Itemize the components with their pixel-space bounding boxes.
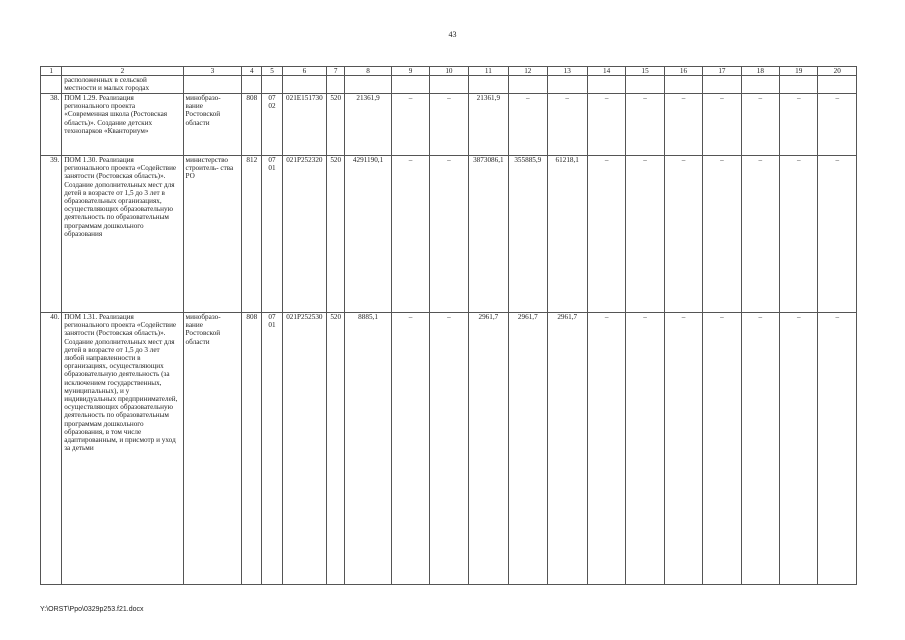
year-amount: – — [780, 94, 818, 156]
continuation-text: расположенных в сельской местности и малых городах — [62, 76, 183, 94]
header-cell: 10 — [430, 67, 468, 76]
table-cell — [741, 76, 779, 94]
header-cell: 7 — [327, 67, 345, 76]
year-amount: – — [780, 313, 818, 585]
executor: министерство строитель- ства РО — [183, 156, 242, 313]
header-cell: 4 — [242, 67, 262, 76]
table-cell — [183, 76, 242, 94]
row-number: 40. — [41, 313, 62, 585]
header-cell: 9 — [391, 67, 429, 76]
year-amount: 61218,1 — [547, 156, 587, 313]
header-cell: 15 — [626, 67, 664, 76]
year-amount: – — [818, 313, 857, 585]
year-amount: 2961,7 — [509, 313, 547, 585]
table-cell — [664, 76, 702, 94]
header-cell: 16 — [664, 67, 702, 76]
table-cell — [703, 76, 741, 94]
table-cell — [242, 76, 262, 94]
year-amount: – — [587, 94, 625, 156]
continuation-row — [41, 76, 857, 94]
year-amount: 2961,7 — [547, 313, 587, 585]
table-row — [41, 94, 857, 156]
year-amount: – — [664, 156, 702, 313]
budget-table — [40, 66, 857, 585]
table-row — [41, 156, 857, 313]
year-amount: – — [664, 313, 702, 585]
header-cell: 11 — [468, 67, 508, 76]
year-amount: – — [430, 94, 468, 156]
header-row — [41, 67, 857, 76]
table-cell — [327, 76, 345, 94]
year-amount: – — [664, 94, 702, 156]
event-name: ПОМ 1.29. Реализация регионального проекта «Современная школа (Ростовская область)». Создание детских технопарков «Кванториум» — [62, 94, 183, 156]
header-cell: 8 — [345, 67, 392, 76]
vr-code: 520 — [327, 94, 345, 156]
total-amount: 8885,1 — [345, 313, 392, 585]
total-amount: 4291190,1 — [345, 156, 392, 313]
vr-code: 520 — [327, 313, 345, 585]
header-cell: 5 — [262, 67, 282, 76]
year-amount: – — [509, 94, 547, 156]
year-amount: – — [391, 94, 429, 156]
year-amount: – — [547, 94, 587, 156]
table-cell — [282, 76, 326, 94]
year-amount: – — [626, 94, 664, 156]
table-cell — [391, 76, 429, 94]
table-cell — [430, 76, 468, 94]
year-amount: – — [741, 94, 779, 156]
year-amount: – — [587, 156, 625, 313]
gr-code: 812 — [242, 156, 262, 313]
total-amount: 21361,9 — [345, 94, 392, 156]
year-amount: – — [391, 156, 429, 313]
year-amount: 21361,9 — [468, 94, 508, 156]
table-cell — [818, 76, 857, 94]
rz-pr-code: 07 02 — [262, 94, 282, 156]
table-cell — [587, 76, 625, 94]
event-name: ПОМ 1.31. Реализация регионального проекта «Содействие занятости (Ростовская область)». Создание дополнительных мест для детей в возрасте от 1,5 до 3 лет любой направленности в организациях, осуществляющих образовательную деятельность (за исключением государственных, муниципальных), и у индивидуальных предпринимателей, осуществляющих образовательную деятельность по образовательным программам дошкольного образования, в том числе адаптированным, и присмотр и уход за детьми — [62, 313, 183, 585]
header-cell: 17 — [703, 67, 741, 76]
page-number: 43 — [448, 30, 457, 39]
header-cell: 20 — [818, 67, 857, 76]
gr-code: 808 — [242, 94, 262, 156]
header-cell: 3 — [183, 67, 242, 76]
table-cell — [345, 76, 392, 94]
header-cell: 1 — [41, 67, 62, 76]
year-amount: – — [391, 313, 429, 585]
table-cell — [780, 76, 818, 94]
table-cell — [41, 76, 62, 94]
csr-code: 021Р252320 — [282, 156, 326, 313]
rz-pr-code: 07 01 — [262, 156, 282, 313]
year-amount: – — [818, 156, 857, 313]
row-number: 39. — [41, 156, 62, 313]
year-amount: – — [703, 94, 741, 156]
header-cell: 13 — [547, 67, 587, 76]
rz-pr-code: 07 01 — [262, 313, 282, 585]
year-amount: – — [741, 156, 779, 313]
executor: минобразо- вание Ростовской области — [183, 94, 242, 156]
year-amount: 355885,9 — [509, 156, 547, 313]
year-amount: – — [780, 156, 818, 313]
csr-code: 021Е151730 — [282, 94, 326, 156]
year-amount: – — [626, 313, 664, 585]
table-cell — [509, 76, 547, 94]
table-row — [41, 313, 857, 585]
executor: минобразо- вание Ростовской области — [183, 313, 242, 585]
event-name: ПОМ 1.30. Реализация регионального проекта «Содействие занятости (Ростовская область)». Создание дополнительных мест для детей в возрасте от 1,5 до 3 лет в образовательных организациях, осуществляющих образовательную деятельность по образовательным программам дошкольного образования — [62, 156, 183, 313]
header-cell: 12 — [509, 67, 547, 76]
year-amount: – — [703, 313, 741, 585]
csr-code: 021Р252530 — [282, 313, 326, 585]
table-cell — [547, 76, 587, 94]
vr-code: 520 — [327, 156, 345, 313]
gr-code: 808 — [242, 313, 262, 585]
table-cell — [262, 76, 282, 94]
header-cell: 6 — [282, 67, 326, 76]
year-amount: 2961,7 — [468, 313, 508, 585]
header-cell: 2 — [62, 67, 183, 76]
table-cell — [626, 76, 664, 94]
row-number: 38. — [41, 94, 62, 156]
table-cell — [468, 76, 508, 94]
file-path-footer: Y:\ORST\Ppo\0329p253.f21.docx — [40, 606, 144, 613]
year-amount: – — [430, 313, 468, 585]
header-cell: 19 — [780, 67, 818, 76]
year-amount: – — [703, 156, 741, 313]
year-amount: 3873086,1 — [468, 156, 508, 313]
year-amount: – — [430, 156, 468, 313]
header-cell: 14 — [587, 67, 625, 76]
year-amount: – — [587, 313, 625, 585]
header-cell: 18 — [741, 67, 779, 76]
year-amount: – — [818, 94, 857, 156]
year-amount: – — [626, 156, 664, 313]
year-amount: – — [741, 313, 779, 585]
